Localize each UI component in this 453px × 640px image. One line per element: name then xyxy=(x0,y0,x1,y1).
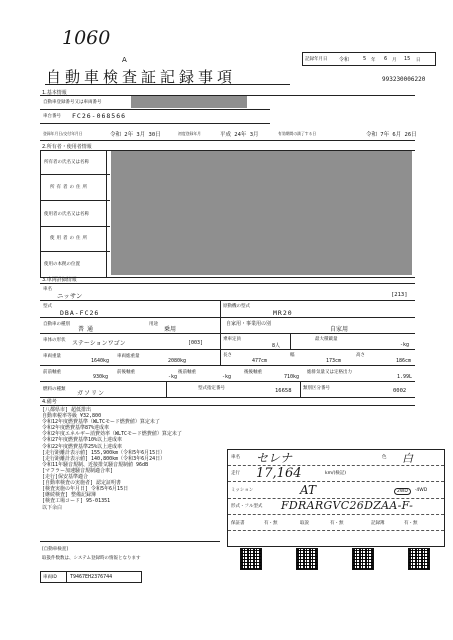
rule xyxy=(228,530,444,531)
rear-front-axle-label: 後前軸重 xyxy=(178,370,196,375)
stamp-warranty-label: 保証書 xyxy=(231,521,245,526)
registration-number-redacted xyxy=(131,96,247,108)
rule xyxy=(300,381,301,397)
section-3-heading: 3.車両詳細情報 xyxy=(42,277,77,283)
record-date-label: 記録年月日 xyxy=(305,57,328,62)
stamp-car-value: セレナ xyxy=(256,451,293,465)
owner-name-label: 所有者の氏名又は名称 xyxy=(44,160,89,165)
maker-code: [213] xyxy=(391,292,408,298)
use-label: 用途 xyxy=(149,322,158,327)
first-registration-value: 平成 24年 3月 xyxy=(220,132,259,138)
rear-axle-value: 710kg xyxy=(284,374,300,380)
stamp-mission-value: AT xyxy=(300,483,317,497)
remark-line: 自動車税率等級 ¥32,800 xyxy=(42,413,102,420)
rule xyxy=(220,300,221,317)
body-code: [003] xyxy=(188,340,204,346)
qr-code xyxy=(296,548,318,570)
remark-line: [継続検査] 整備記録簿 xyxy=(42,492,97,499)
rule xyxy=(40,397,415,398)
qr-code xyxy=(408,548,430,570)
record-date-era: 令和 xyxy=(339,57,350,63)
section-4-heading: 4.備考 xyxy=(42,399,57,405)
fuel-label: 燃料の種類 xyxy=(43,387,66,392)
kind-label: 自動車の種別 xyxy=(43,322,70,327)
rule xyxy=(220,333,221,349)
user-address-label: 使用者の住所 xyxy=(50,236,89,241)
record-date-day: 15 xyxy=(404,56,411,62)
remark-line: 以下余白 xyxy=(42,504,63,511)
width-label: 幅 xyxy=(290,353,295,358)
rule xyxy=(40,300,415,301)
class-number-label: 類別区分番号 xyxy=(303,386,330,391)
body-label: 車体の形状 xyxy=(43,338,66,343)
stamp-drive-2wd: 2WD xyxy=(394,488,411,495)
rule xyxy=(40,123,270,124)
record-date-month: 6 xyxy=(384,56,388,62)
rule xyxy=(228,481,444,482)
registration-date-label: 登録年月日/交付年月日 xyxy=(43,132,83,137)
remark-line: 令和27年度燃費基準10%以上達成車 xyxy=(42,437,123,444)
rule xyxy=(166,381,167,397)
section-2-heading: 2.所有者・使用者情報 xyxy=(42,144,92,150)
page-title: 自動車検査証記録事項 xyxy=(46,68,237,86)
body-value: ステーションワゴン xyxy=(72,340,126,347)
gross-weight-label: 車両総重量 xyxy=(117,354,140,359)
stamp-mission-label: ミッション xyxy=(231,488,254,493)
rule xyxy=(40,277,415,278)
length-label: 長さ xyxy=(223,353,232,358)
title-underline xyxy=(45,84,290,85)
stamp-car-label: 車名 xyxy=(231,455,240,460)
user-name-label: 使用者の氏名又は名称 xyxy=(44,212,89,217)
stamp-warranty-value: 有・無 xyxy=(264,521,278,526)
capacity-value: 8人 xyxy=(272,343,281,349)
remark-line: [走行]保安基準適合 xyxy=(42,474,89,481)
rule xyxy=(220,349,221,365)
stamp-color-label: 色 xyxy=(382,455,387,460)
remark-line: 令和2年度エネルギー消費効率（WLTCモード燃費値）算定未了 xyxy=(42,431,182,438)
stamp-manual-value: 有・無 xyxy=(330,521,344,526)
class-number-value: 0002 xyxy=(393,388,407,394)
use-value: 乗用 xyxy=(164,326,177,333)
rule xyxy=(40,140,415,141)
document-number: 993230006220 xyxy=(382,76,426,83)
remark-line: [自動車検査の実施者] 認定証明書 xyxy=(42,480,122,487)
remark-line: [走行距離計表示値] 155,900km（令和5年6月15日） xyxy=(42,449,166,456)
rear-axle-label: 後後軸重 xyxy=(244,370,262,375)
front-rear-axle-value: -kg xyxy=(168,374,178,380)
rule xyxy=(40,365,415,366)
corner-letter: A xyxy=(122,56,127,64)
fuel-value: ガソリン xyxy=(77,390,106,397)
registration-date-value: 令和 2年 3月 30日 xyxy=(110,132,161,138)
height-value: 186cm xyxy=(396,358,412,364)
stamp-color-value: 白 xyxy=(402,452,413,465)
expiry-value: 令和 7年 6月 26日 xyxy=(366,132,417,138)
owner-user-redacted xyxy=(111,151,412,275)
footer-info-text: 取扱件数数は、システム登録時の情報となります xyxy=(42,556,141,561)
private-value: 自家用 xyxy=(330,326,349,333)
rule xyxy=(40,283,415,284)
first-registration-label: 初度登録年月 xyxy=(178,132,201,137)
base-location-label: 使用の本拠の位置 xyxy=(44,262,80,267)
maker-label: 車名 xyxy=(43,287,52,292)
max-load-value: -kg xyxy=(400,342,410,348)
rule xyxy=(40,541,220,542)
model-label: 型式 xyxy=(43,304,52,309)
rule xyxy=(40,317,415,318)
rule xyxy=(40,109,270,110)
rule xyxy=(40,150,41,277)
section-1-heading: 1.基本情報 xyxy=(42,90,67,96)
qr-code xyxy=(352,548,374,570)
remark-line: 令和22年度燃費基準25%以上達成車 xyxy=(42,443,123,450)
type-number-value: 16658 xyxy=(275,388,292,394)
record-date-year: 5 xyxy=(363,56,367,62)
displacement-label: 総排気量又は定格出力 xyxy=(307,370,352,375)
type-number-label: 型式指定番号 xyxy=(198,386,225,391)
rule xyxy=(290,333,291,349)
expiry-label: 有効期間の満了する日 xyxy=(278,132,317,137)
engine-label: 原動機の型式 xyxy=(223,304,250,309)
gross-weight-value: 2080kg xyxy=(168,358,187,364)
remark-line: 令和11年騒音規制、近接排気騒音規制値 96dB xyxy=(42,461,149,468)
qr-code xyxy=(240,548,262,570)
engine-value: MR20 xyxy=(273,309,293,317)
rule xyxy=(40,349,415,350)
rule xyxy=(220,317,221,333)
stamp-record-value: 有・無 xyxy=(404,521,418,526)
remark-line: [走行距離計表示値] 140,800km（令和3年6月24日） xyxy=(42,455,166,462)
remarks-list xyxy=(42,407,182,511)
model-value: DBA-FC26 xyxy=(60,309,100,317)
maker-value: ニッサン xyxy=(57,292,83,300)
remark-line: 令和2年度燃費基準87%達成車 xyxy=(42,425,110,432)
rule xyxy=(106,150,107,277)
front-rear-axle-label: 前後軸重 xyxy=(117,370,135,375)
front-axle-value: 930kg xyxy=(93,374,109,380)
remark-line: [検査工場コード] 95-01351 xyxy=(42,498,111,505)
stamp-km-unit: km/(検記) xyxy=(325,471,347,476)
length-value: 477cm xyxy=(252,358,268,364)
stamp-drive-4wd: ·4WD xyxy=(415,488,428,493)
capacity-label: 乗車定員 xyxy=(223,337,241,342)
rule xyxy=(40,381,415,382)
rule xyxy=(66,571,67,583)
remark-line: [マフラー加速騒音規制適合車] xyxy=(42,467,114,474)
weight-value: 1640kg xyxy=(91,358,110,364)
stamp-km-value: 17,164 xyxy=(256,466,302,481)
stamp-full-model-label: 形式・フル型式 xyxy=(231,504,263,509)
rule xyxy=(40,251,110,252)
record-date-year-unit: 年 xyxy=(371,58,376,63)
vehicle-id-label: 車両ID xyxy=(43,575,57,580)
remark-line: [検査実施の年月日] 令和5年6月15日 xyxy=(42,486,129,493)
stamp-km-label: 走行 xyxy=(231,471,240,476)
registration-number-label: 自動車登録番号又は車両番号 xyxy=(43,100,102,105)
width-value: 173cm xyxy=(326,358,342,364)
front-axle-label: 前前軸重 xyxy=(43,370,61,375)
footer-info-heading: [自動車検査] xyxy=(42,547,69,552)
kind-value: 普通 xyxy=(78,326,97,333)
private-label: 自家用・事業用の別 xyxy=(226,321,272,327)
stamp-manual-label: 取説 xyxy=(300,521,309,526)
displacement-value: 1.99L xyxy=(397,374,413,380)
rule xyxy=(40,200,110,201)
stamp-full-model-value: FDRARGVC26DZAA-F- xyxy=(281,499,414,512)
record-date-day-unit: 日 xyxy=(416,58,421,63)
record-date-month-unit: 月 xyxy=(392,58,397,63)
owner-address-label: 所有者の住所 xyxy=(50,185,89,190)
rear-front-axle-value: -kg xyxy=(222,374,232,380)
weight-label: 車両重量 xyxy=(43,354,61,359)
rule xyxy=(40,174,110,175)
remark-line: 令和12年度燃費基準（WLTCモード燃費値）算定未了 xyxy=(42,419,160,426)
handwritten-number: 1060 xyxy=(62,27,111,49)
height-label: 高さ xyxy=(356,353,365,358)
max-load-label: 最大積載量 xyxy=(315,337,338,342)
rule xyxy=(228,514,444,515)
rule xyxy=(40,226,110,227)
rule xyxy=(40,333,415,334)
chassis-number-value: FC26-068566 xyxy=(72,112,127,120)
remark-line: [八都県市] 超低排出 xyxy=(42,407,92,413)
vehicle-id-value: T9467EH2376744 xyxy=(70,574,113,580)
stamp-record-label: 記録簿 xyxy=(371,521,385,526)
chassis-number-label: 車台番号 xyxy=(43,114,61,119)
rule xyxy=(40,405,415,406)
